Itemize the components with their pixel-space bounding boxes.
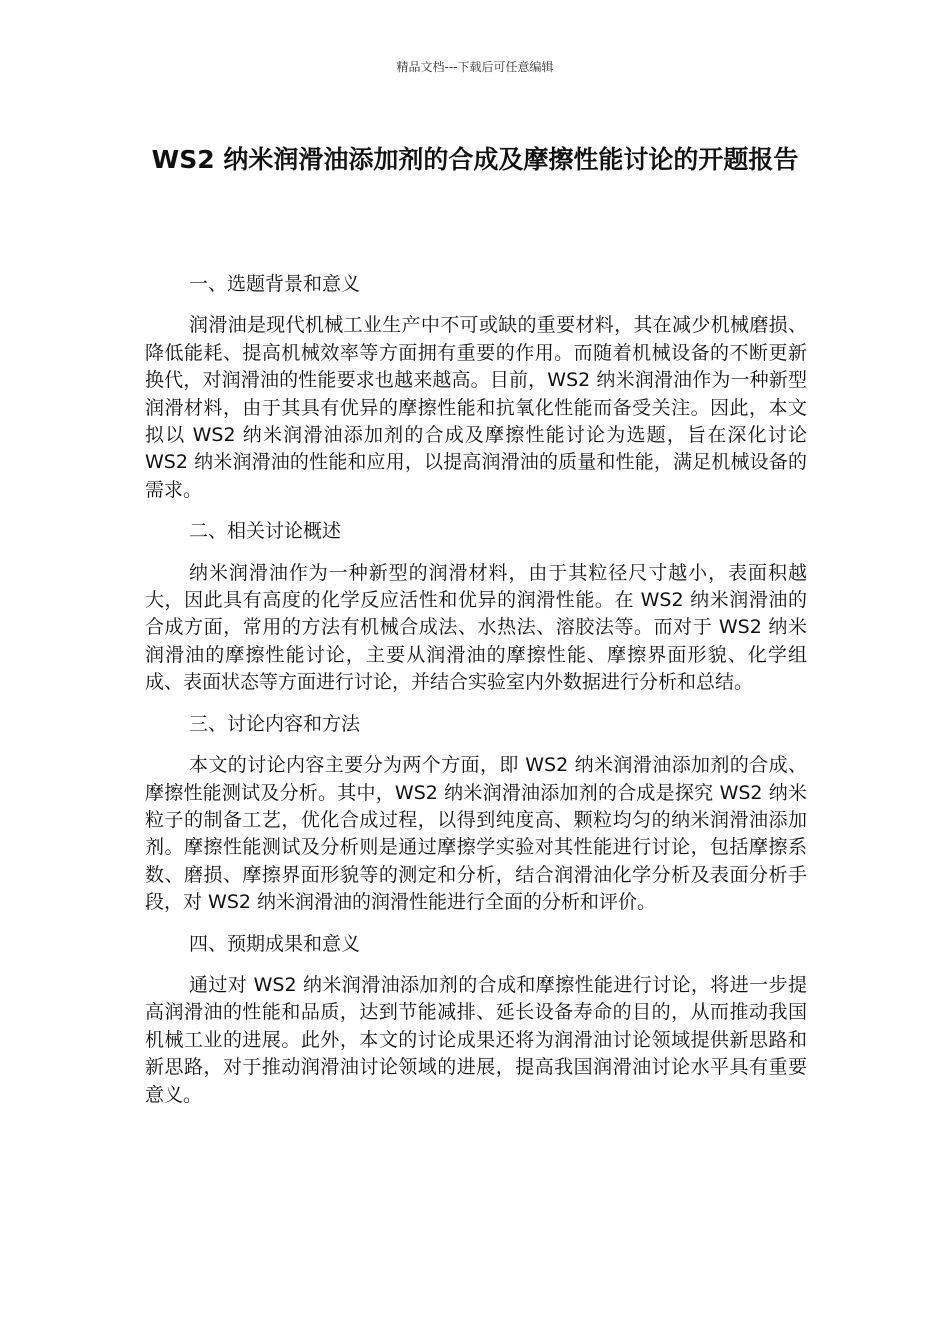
section-paragraph-background: 润滑油是现代机械工业生产中不可或缺的重要材料，其在减少机械磨损、降低能耗、提高机械效率等方面拥有重要的作用。而随着机械设备的不断更新换代，对润滑油的性能要求也越来越高。目前，WS2 纳米润滑油作为一种新型润滑材料，由于其具有优异的摩擦性能和抗氧化性能而备受关注。因此，本文拟以 WS2 纳米润滑油添加剂的合成及摩擦性能讨论为选题，旨在深化讨论 WS2 纳米润滑油的性能和应用，以提高润滑油的质量和性能，满足机械设备的需求。	[145, 314, 807, 501]
section-heading-background: 一、选题背景和意义	[189, 273, 361, 295]
section-paragraph-expected-results: 通过对 WS2 纳米润滑油添加剂的合成和摩擦性能进行讨论，将进一步提高润滑油的性能和品质，达到节能减排、延长设备寿命的目的，从而推动我国机械工业的进展。此外，本文的讨论成果还将为润滑油讨论领域提供新思路和新思路，对于推动润滑油讨论领域的进展，提高我国润滑油讨论水平具有重要意义。	[145, 973, 807, 1106]
section-heading-content-methods: 三、讨论内容和方法	[189, 712, 361, 735]
section-paragraph-content-methods: 本文的讨论内容主要分为两个方面，即 WS2 纳米润滑油添加剂的合成、摩擦性能测试及分析。其中，WS2 纳米润滑油添加剂的合成是探究 WS2 纳米粒子的制备工艺，优化合成过程，以得到纯度高、颗粒均匀的纳米润滑油添加剂。摩擦性能测试及分析则是通过摩擦学实验对其性能进行讨论，包括摩擦系数、磨损、摩擦界面形貌等的测定和分析，结合润滑油化学分析及表面分析手段，对 WS2 纳米润滑油的润滑性能进行全面的分析和评价。	[145, 754, 807, 914]
header-note: 精品文档---下载后可任意编辑	[396, 60, 554, 74]
section-paragraph-related-research: 纳米润滑油作为一种新型的润滑材料，由于其粒径尺寸越小，表面积越大，因此具有高度的化学反应活性和优异的润滑性能。在 WS2 纳米润滑油的合成方面，常用的方法有机械合成法、水热法、溶胶法等。而对于 WS2 纳米润滑油的摩擦性能讨论，主要从润滑油的摩擦性能、摩擦界面形貌、化学组成、表面状态等方面进行讨论，并结合实验室内外数据进行分析和总结。	[145, 561, 807, 694]
document-body	[145, 271, 807, 1123]
section-heading-related-research: 二、相关讨论概述	[189, 520, 342, 543]
document-title: WS2 纳米润滑油添加剂的合成及摩擦性能讨论的开题报告	[151, 145, 799, 174]
section-heading-expected-results: 四、预期成果和意义	[189, 932, 361, 955]
